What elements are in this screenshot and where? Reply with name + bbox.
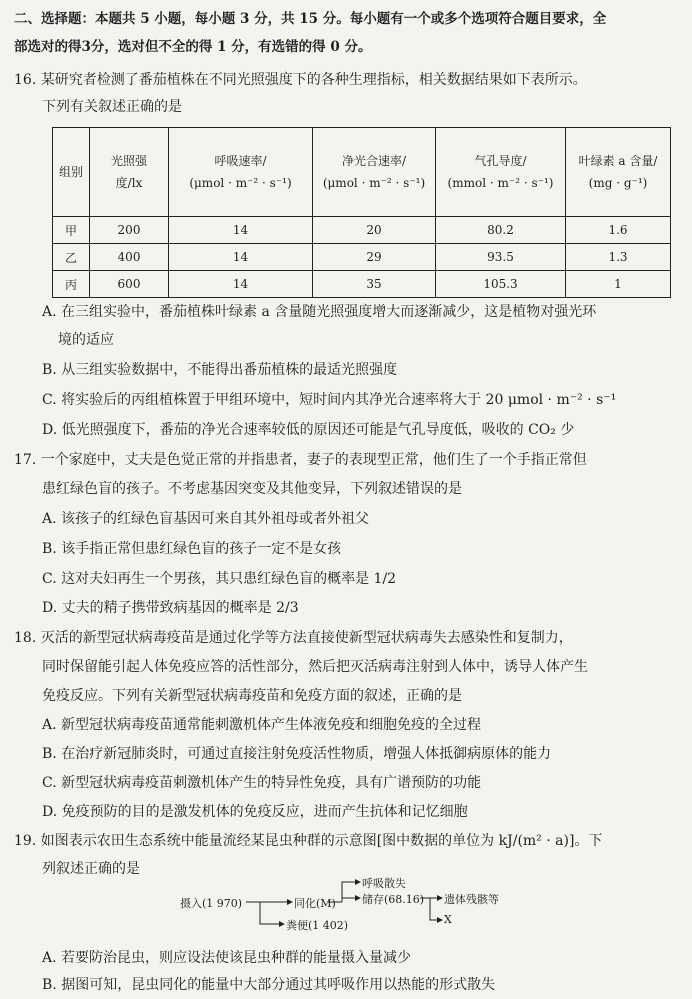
q17-option-a: A. 该孩子的红绿色盲基因可来自其外祖母或者外祖父	[42, 511, 370, 527]
th-group: 组别	[53, 128, 90, 217]
diagram-remains: 遗体残骸等	[444, 893, 499, 906]
th-chlorophyll: 叶绿素 a 含量/ (mg · g⁻¹)	[566, 128, 671, 217]
q19-option-a: A. 若要防治昆虫，则应设法使该昆虫种群的能量摄入量减少	[42, 950, 412, 966]
th-net-photosynthesis: 净光合速率/ (μmol · m⁻² · s⁻¹)	[313, 128, 436, 217]
q18-option-b: B. 在治疗新冠肺炎时，可通过直接注射免疫活性物质，增强人体抵御病原体的能力	[42, 746, 552, 762]
energy-flow-diagram	[180, 870, 540, 950]
q18-stem-line3: 免疫反应。下列有关新型冠状病毒疫苗和免疫方面的叙述，正确的是	[42, 688, 462, 704]
table-row	[53, 271, 671, 298]
q18-option-a: A. 新型冠状病毒疫苗通常能刺激机体产生体液免疫和细胞免疫的全过程	[42, 717, 482, 733]
table-cell: 14	[169, 244, 313, 271]
diagram-respiration: 呼吸散失	[362, 877, 406, 890]
q17-option-b: B. 该手指正常但患红绿色盲的孩子一定不是女孩	[42, 541, 342, 557]
q19-stem-line2: 列叙述正确的是	[42, 861, 140, 877]
q18-stem-line1: 18. 灭活的新型冠状病毒疫苗是通过化学等方法直接使新型冠状病毒失去感染性和复制力，	[14, 630, 573, 646]
table-cell: 35	[313, 271, 436, 298]
diagram-feces: 粪便(1 402)	[286, 919, 349, 932]
q17-option-d: D. 丈夫的精子携带致病基因的概率是 2/3	[42, 600, 299, 616]
q18-option-d: D. 免疫预防的目的是激发机体的免疫反应，进而产生抗体和记忆细胞	[42, 804, 468, 820]
q16-option-a-line2: 境的适应	[58, 332, 114, 348]
table-cell: 93.5	[436, 244, 566, 271]
table-header-row	[53, 128, 671, 217]
th-light: 光照强 度/lx	[90, 128, 169, 217]
table-row	[53, 217, 671, 244]
q17-stem-line2: 患红绿色盲的孩子。不考虑基因突变及其他变异，下列叙述错误的是	[42, 481, 462, 497]
table-cell: 14	[169, 271, 313, 298]
diagram-storage: 储存(68.16)	[362, 893, 425, 906]
table-cell: 20	[313, 217, 436, 244]
q19-option-b: B. 据图可知，昆虫同化的能量中大部分通过其呼吸作用以热能的形式散失	[42, 977, 496, 993]
table-cell: 1	[566, 271, 671, 298]
table-cell: 1.6	[566, 217, 671, 244]
q18-option-c: C. 新型冠状病毒疫苗刺激机体产生的特异性免疫，具有广谱预防的功能	[42, 775, 482, 791]
q16-data-table	[52, 127, 671, 298]
diagram-intake: 摄入(1 970)	[180, 897, 243, 910]
table-cell: 29	[313, 244, 436, 271]
q16-stem-line2: 下列有关叙述正确的是	[42, 99, 182, 115]
q16-option-d: D. 低光照强度下，番茄的净光合速率较低的原因还可能是气孔导度低，吸收的 CO₂ 少	[42, 422, 575, 438]
table-cell: 80.2	[436, 217, 566, 244]
arrow-respiration	[342, 882, 360, 902]
table-cell: 14	[169, 217, 313, 244]
q16-stem-line1: 16. 某研究者检测了番茄植株在不同光照强度下的各种生理指标，相关数据结果如下表所示。	[14, 72, 587, 88]
q17-option-c: C. 这对夫妇再生一个男孩，其只患红绿色盲的概率是 1/2	[42, 571, 397, 587]
th-stomatal: 气孔导度/ (mmol · m⁻² · s⁻¹)	[436, 128, 566, 217]
diagram-x: X	[444, 913, 452, 926]
table-cell: 600	[90, 271, 169, 298]
table-row	[53, 244, 671, 271]
q16-option-a-line1: A. 在三组实验中，番茄植株叶绿素 a 含量随光照强度增大而逐渐减少，这是植物对强光环	[42, 304, 597, 320]
table-cell: 400	[90, 244, 169, 271]
th-respiration: 呼吸速率/ (μmol · m⁻² · s⁻¹)	[169, 128, 313, 217]
table-cell: 200	[90, 217, 169, 244]
table-cell: 乙	[53, 244, 90, 271]
table-cell: 甲	[53, 217, 90, 244]
q18-stem-line2: 同时保留能引起人体免疫应答的活性部分，然后把灭活病毒注射到人体中，诱导人体产生	[42, 659, 588, 675]
arrow-feces	[260, 902, 284, 924]
diagram-assimilation: 同化(M)	[294, 897, 336, 910]
table-cell: 丙	[53, 271, 90, 298]
table-cell: 105.3	[436, 271, 566, 298]
table-cell: 1.3	[566, 244, 671, 271]
section-header-line1: 二、选择题：本题共 5 小题，每小题 3 分，共 15 分。每小题有一个或多个选项符合题目要求，全	[14, 11, 607, 27]
q16-option-b: B. 从三组实验数据中，不能得出番茄植株的最适光照强度	[42, 362, 398, 378]
q17-stem-line1: 17. 一个家庭中，丈夫是色觉正常的并指患者，妻子的表现型正常，他们生了一个手指正常但	[14, 452, 587, 468]
q19-stem-line1: 19. 如图表示农田生态系统中能量流经某昆虫种群的示意图[图中数据的单位为 kJ/(m² · a)]。下	[14, 833, 603, 849]
arrow-x	[430, 898, 442, 920]
arrow-storage	[342, 898, 360, 902]
q16-option-c: C. 将实验后的丙组植株置于甲组环境中，短时间内其净光合速率将大于 20 μmol · m⁻² · s⁻¹	[42, 392, 617, 408]
section-header-line2: 部选对的得3分，选对但不全的得 1 分，有选错的得 0 分。	[14, 39, 372, 55]
